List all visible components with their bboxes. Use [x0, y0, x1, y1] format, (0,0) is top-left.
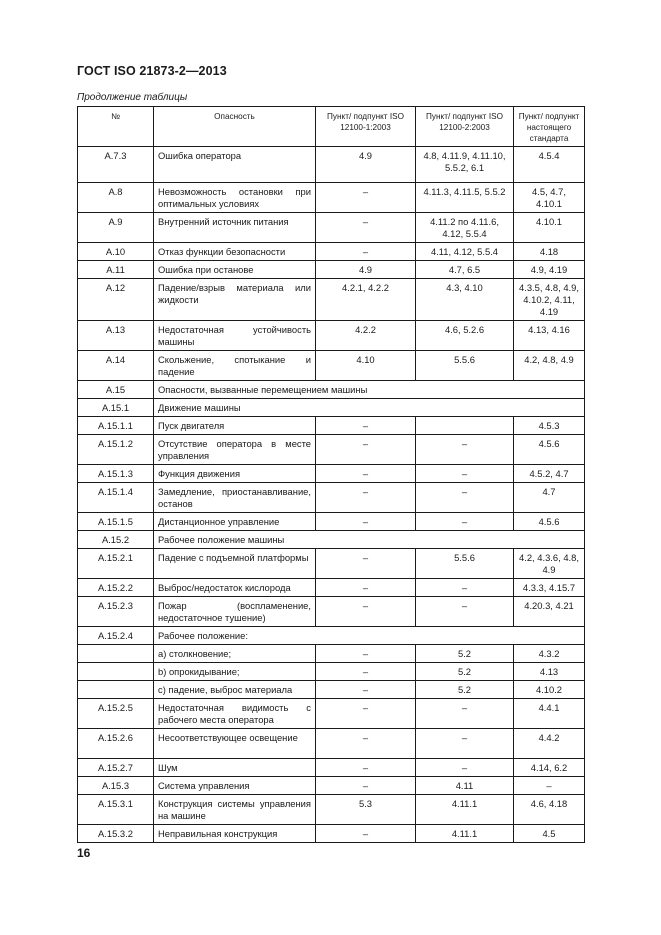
row-this-standard: 4.2, 4.8, 4.9: [514, 351, 585, 381]
table-row: [78, 351, 585, 381]
row-this-standard: 4.5.2, 4.7: [514, 465, 585, 483]
row-number: А.9: [78, 213, 154, 243]
table-row: [78, 795, 585, 825]
row-iso-12100-2: 4.7, 6.5: [416, 261, 514, 279]
row-number: А.7.3: [78, 147, 154, 183]
row-this-standard: 4.9, 4.19: [514, 261, 585, 279]
row-number: А.10: [78, 243, 154, 261]
table-row: [78, 627, 585, 645]
row-hazard: Недостаточная устойчивость машины: [154, 321, 316, 351]
table-row: [78, 549, 585, 579]
table-row: [78, 465, 585, 483]
row-iso-12100-2: –: [416, 597, 514, 627]
row-this-standard: 4.3.3, 4.15.7: [514, 579, 585, 597]
row-hazard: Выброс/недостаток кислорода: [154, 579, 316, 597]
table-row: [78, 261, 585, 279]
row-iso-12100-2: –: [416, 729, 514, 759]
row-this-standard: 4.6, 4.18: [514, 795, 585, 825]
row-number: [78, 681, 154, 699]
row-number: А.15.1.3: [78, 465, 154, 483]
row-iso-12100-1: –: [316, 645, 416, 663]
row-hazard: Конструкция системы управления на машине: [154, 795, 316, 825]
row-this-standard: 4.14, 6.2: [514, 759, 585, 777]
row-hazard: Замедление, приостанавливание, останов: [154, 483, 316, 513]
row-hazard: Отсутствие оператора в месте управления: [154, 435, 316, 465]
row-iso-12100-1: 4.9: [316, 147, 416, 183]
row-number: А.15.2.3: [78, 597, 154, 627]
table-row: [78, 759, 585, 777]
row-this-standard: 4.5.6: [514, 513, 585, 531]
row-hazard: Отказ функции безопасности: [154, 243, 316, 261]
row-hazard: Система управления: [154, 777, 316, 795]
row-number: А.14: [78, 351, 154, 381]
row-number: А.15.2.5: [78, 699, 154, 729]
row-number: А.11: [78, 261, 154, 279]
row-iso-12100-1: 4.2.1, 4.2.2: [316, 279, 416, 321]
row-this-standard: 4.3.2: [514, 645, 585, 663]
table-row: [78, 483, 585, 513]
table-row: [78, 279, 585, 321]
row-iso-12100-2: 4.8, 4.11.9, 4.11.10, 5.5.2, 6.1: [416, 147, 514, 183]
row-this-standard: 4.5, 4.7, 4.10.1: [514, 183, 585, 213]
table-row: [78, 699, 585, 729]
row-iso-12100-1: –: [316, 483, 416, 513]
page-number: 16: [77, 846, 91, 860]
row-number: А.15.1.5: [78, 513, 154, 531]
row-number: А.15.2.7: [78, 759, 154, 777]
row-iso-12100-2: 4.11.1: [416, 825, 514, 843]
row-hazard: Шум: [154, 759, 316, 777]
table-row: [78, 729, 585, 759]
table-row: [78, 381, 585, 399]
row-iso-12100-1: –: [316, 213, 416, 243]
row-hazard: b) опрокидывание;: [154, 663, 316, 681]
row-iso-12100-1: –: [316, 825, 416, 843]
row-iso-12100-1: 4.10: [316, 351, 416, 381]
column-header-iso-12100-1: Пункт/ подпункт ISO 12100-1:2003: [316, 107, 416, 147]
table-row: [78, 183, 585, 213]
table-row: [78, 825, 585, 843]
column-header-this-standard: Пункт/ подпункт настоящего стандарта: [514, 107, 585, 147]
row-hazard: Пожар (воспламенение, недостаточное тушение): [154, 597, 316, 627]
table-row: [78, 681, 585, 699]
row-number: А.13: [78, 321, 154, 351]
row-iso-12100-2: 4.11, 4.12, 5.5.4: [416, 243, 514, 261]
row-hazard: Внутренний источник питания: [154, 213, 316, 243]
row-iso-12100-2: 4.3, 4.10: [416, 279, 514, 321]
row-iso-12100-2: –: [416, 699, 514, 729]
row-iso-12100-1: –: [316, 663, 416, 681]
table-row: [78, 645, 585, 663]
row-this-standard: 4.18: [514, 243, 585, 261]
row-iso-12100-2: 4.11.3, 4.11.5, 5.5.2: [416, 183, 514, 213]
row-number: [78, 645, 154, 663]
column-header-hazard: Опасность: [154, 107, 316, 147]
table-header-row: [78, 107, 585, 147]
table-row: [78, 399, 585, 417]
row-number: А.15.3.2: [78, 825, 154, 843]
row-number: А.15.3.1: [78, 795, 154, 825]
row-number: А.15.2.6: [78, 729, 154, 759]
row-hazard: Несоответствующее освещение: [154, 729, 316, 759]
row-this-standard: –: [514, 777, 585, 795]
row-number: [78, 663, 154, 681]
row-iso-12100-2: –: [416, 465, 514, 483]
table-row: [78, 435, 585, 465]
row-iso-12100-1: –: [316, 777, 416, 795]
row-iso-12100-2: –: [416, 759, 514, 777]
row-hazard: Пуск двигателя: [154, 417, 316, 435]
row-number: А.15: [78, 381, 154, 399]
row-this-standard: 4.4.1: [514, 699, 585, 729]
row-iso-12100-2: 4.6, 5.2.6: [416, 321, 514, 351]
row-hazard: Ошибка при останове: [154, 261, 316, 279]
table-row: [78, 663, 585, 681]
row-iso-12100-2: 4.11.1: [416, 795, 514, 825]
table-row: [78, 147, 585, 183]
column-header-number: №: [78, 107, 154, 147]
row-number: А.12: [78, 279, 154, 321]
row-iso-12100-2: 4.11: [416, 777, 514, 795]
row-hazard: Недостаточная видимость с рабочего места оператора: [154, 699, 316, 729]
hazards-table: [77, 106, 585, 843]
row-hazard: Падение/взрыв материала или жидкости: [154, 279, 316, 321]
row-iso-12100-2: 5.2: [416, 663, 514, 681]
row-hazard: Опасности, вызванные перемещением машины: [154, 381, 585, 399]
table-row: [78, 579, 585, 597]
row-hazard: Дистанционное управление: [154, 513, 316, 531]
row-iso-12100-1: 5.3: [316, 795, 416, 825]
row-iso-12100-2: [416, 417, 514, 435]
row-iso-12100-1: –: [316, 465, 416, 483]
row-iso-12100-2: –: [416, 513, 514, 531]
row-hazard: Невозможность остановки при оптимальных условиях: [154, 183, 316, 213]
row-number: А.15.2.2: [78, 579, 154, 597]
row-this-standard: 4.20.3, 4.21: [514, 597, 585, 627]
row-hazard: Скольжение, спотыкание и падение: [154, 351, 316, 381]
row-hazard: Рабочее положение:: [154, 627, 585, 645]
row-iso-12100-2: 4.11.2 по 4.11.6, 4.12, 5.5.4: [416, 213, 514, 243]
row-hazard: Функция движения: [154, 465, 316, 483]
row-iso-12100-2: –: [416, 483, 514, 513]
row-hazard: c) падение, выброс материала: [154, 681, 316, 699]
row-this-standard: 4.13: [514, 663, 585, 681]
row-number: А.15.1: [78, 399, 154, 417]
row-number: А.15.2.1: [78, 549, 154, 579]
row-iso-12100-1: –: [316, 435, 416, 465]
row-iso-12100-2: 5.5.6: [416, 351, 514, 381]
row-iso-12100-1: –: [316, 417, 416, 435]
row-number: А.15.1.4: [78, 483, 154, 513]
table-row: [78, 213, 585, 243]
row-iso-12100-1: –: [316, 699, 416, 729]
table-row: [78, 243, 585, 261]
row-hazard: Неправильная конструкция: [154, 825, 316, 843]
row-number: А.15.1.1: [78, 417, 154, 435]
row-this-standard: 4.5.6: [514, 435, 585, 465]
row-iso-12100-1: –: [316, 579, 416, 597]
row-iso-12100-1: –: [316, 183, 416, 213]
row-iso-12100-2: 5.2: [416, 645, 514, 663]
row-this-standard: 4.10.1: [514, 213, 585, 243]
table-row: [78, 321, 585, 351]
row-hazard: Рабочее положение машины: [154, 531, 585, 549]
row-iso-12100-1: 4.9: [316, 261, 416, 279]
row-iso-12100-1: –: [316, 597, 416, 627]
row-iso-12100-2: 5.2: [416, 681, 514, 699]
row-this-standard: 4.13, 4.16: [514, 321, 585, 351]
row-hazard: Движение машины: [154, 399, 585, 417]
row-this-standard: 4.10.2: [514, 681, 585, 699]
row-iso-12100-1: –: [316, 759, 416, 777]
row-this-standard: 4.5: [514, 825, 585, 843]
document-title: ГОСТ ISO 21873-2—2013: [77, 64, 227, 78]
row-number: А.15.2: [78, 531, 154, 549]
table-row: [78, 531, 585, 549]
row-number: А.8: [78, 183, 154, 213]
row-this-standard: 4.3.5, 4.8, 4.9, 4.10.2, 4.11, 4.19: [514, 279, 585, 321]
table-row: [78, 513, 585, 531]
row-this-standard: 4.5.4: [514, 147, 585, 183]
table-row: [78, 777, 585, 795]
table-row: [78, 417, 585, 435]
row-number: А.15.1.2: [78, 435, 154, 465]
row-this-standard: 4.5.3: [514, 417, 585, 435]
row-iso-12100-2: 5.5.6: [416, 549, 514, 579]
row-this-standard: 4.4.2: [514, 729, 585, 759]
row-iso-12100-2: –: [416, 435, 514, 465]
row-number: А.15.3: [78, 777, 154, 795]
table-row: [78, 597, 585, 627]
row-iso-12100-1: –: [316, 549, 416, 579]
row-iso-12100-1: –: [316, 729, 416, 759]
row-iso-12100-1: –: [316, 513, 416, 531]
row-hazard: Падение с подъемной платформы: [154, 549, 316, 579]
table-caption: Продолжение таблицы: [77, 92, 188, 103]
row-iso-12100-1: –: [316, 681, 416, 699]
row-hazard: a) столкновение;: [154, 645, 316, 663]
row-this-standard: 4.7: [514, 483, 585, 513]
table-body: [78, 147, 585, 843]
row-iso-12100-2: –: [416, 579, 514, 597]
row-hazard: Ошибка оператора: [154, 147, 316, 183]
column-header-iso-12100-2: Пункт/ подпункт ISO 12100-2:2003: [416, 107, 514, 147]
row-this-standard: 4.2, 4.3.6, 4.8, 4.9: [514, 549, 585, 579]
row-iso-12100-1: 4.2.2: [316, 321, 416, 351]
row-number: А.15.2.4: [78, 627, 154, 645]
row-iso-12100-1: –: [316, 243, 416, 261]
